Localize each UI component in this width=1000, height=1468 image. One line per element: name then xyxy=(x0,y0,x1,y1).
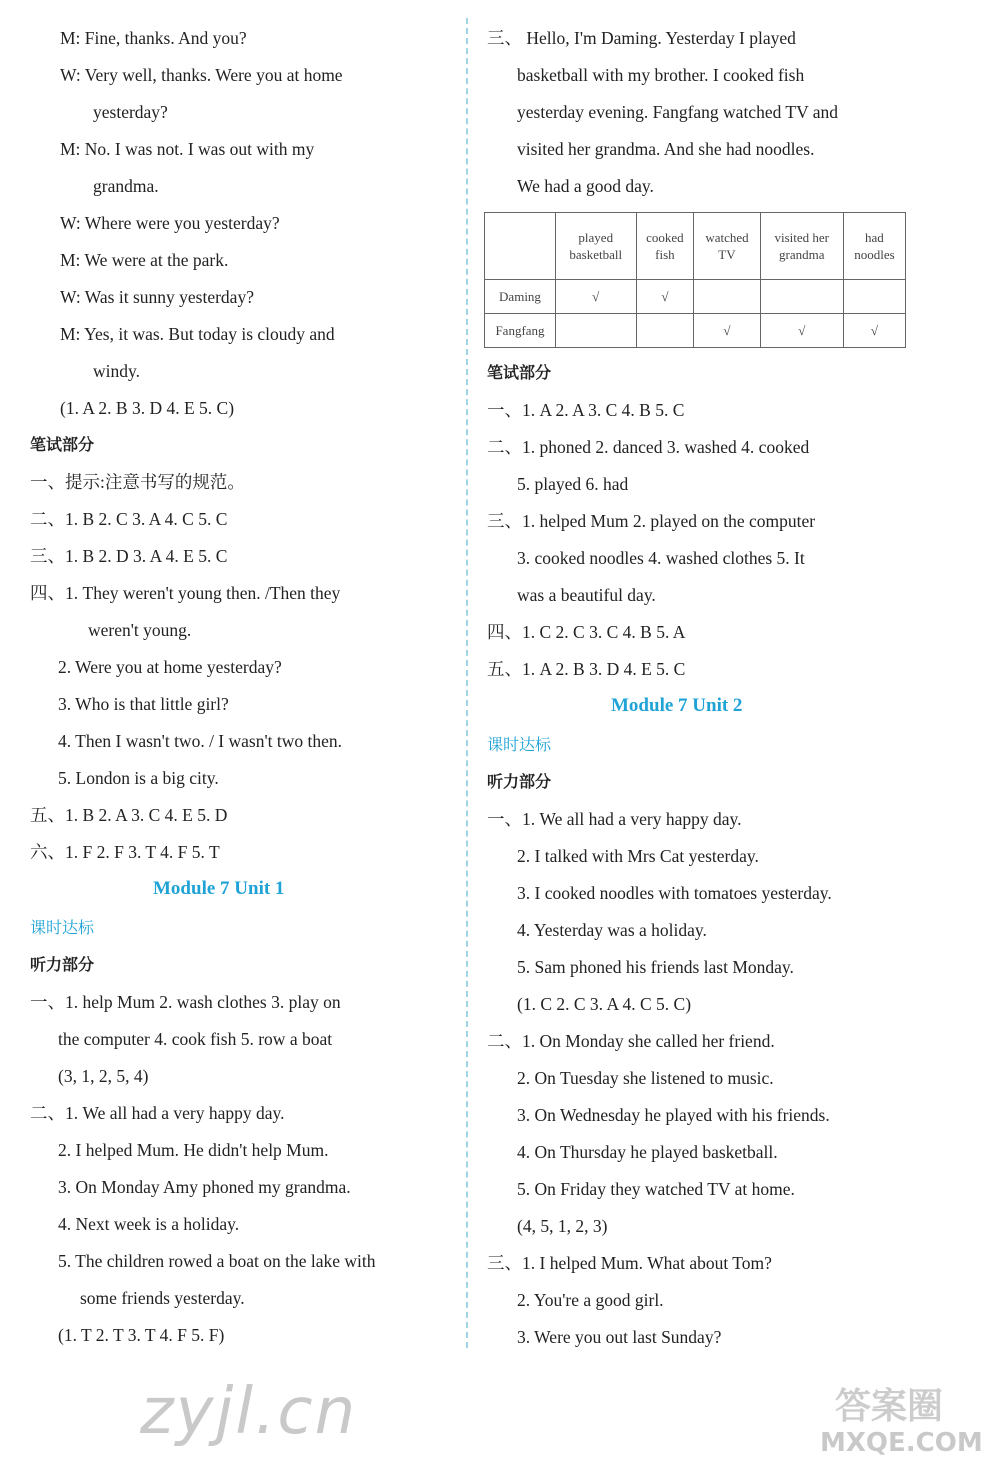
dialogue-line: W: Where were you yesterday? xyxy=(60,213,280,233)
column-divider xyxy=(466,18,468,1348)
table-header: watched TV xyxy=(694,213,760,280)
answer-line: (1. A 2. B 3. D 4. E 5. C) xyxy=(60,398,235,418)
answer-line: 一、1. We all had a very happy day. xyxy=(487,809,742,829)
table-row xyxy=(485,280,906,314)
answer-line: (4, 5, 1, 2, 3) xyxy=(517,1216,608,1236)
activity-table xyxy=(484,212,906,348)
answer-line: 2. I helped Mum. He didn't help Mum. xyxy=(58,1140,329,1160)
table-cell: √ xyxy=(636,280,694,314)
answer-line: 3. Who is that little girl? xyxy=(58,694,229,714)
table-header: played basketball xyxy=(556,213,637,280)
table-header: had noodles xyxy=(843,213,905,280)
passage-line: We had a good day. xyxy=(517,176,654,196)
table-cell: √ xyxy=(694,314,760,348)
answer-line: 一、1. A 2. A 3. C 4. B 5. C xyxy=(487,400,685,420)
answer-line: 三、1. B 2. D 3. A 4. E 5. C xyxy=(30,546,228,566)
section-heading: 听力部分 xyxy=(487,772,552,791)
section-heading: 笔试部分 xyxy=(487,363,552,382)
subsection-label: 课时达标 xyxy=(487,735,552,754)
answer-line: some friends yesterday. xyxy=(80,1288,245,1308)
watermark-logo: 答案圈 xyxy=(835,1386,944,1427)
watermark-domain: MXQE.COM xyxy=(820,1428,983,1458)
answer-line: 三、1. helped Mum 2. played on the computer xyxy=(487,511,816,531)
row-label: Daming xyxy=(485,280,556,314)
module-heading: Module 7 Unit 2 xyxy=(611,695,743,716)
answer-line: 3. cooked noodles 4. washed clothes 5. It xyxy=(517,548,805,568)
passage-line: visited her grandma. And she had noodles. xyxy=(517,139,815,159)
dialogue-line: yesterday? xyxy=(93,102,168,122)
table-cell: √ xyxy=(760,314,843,348)
dialogue-line: M: Fine, thanks. And you? xyxy=(60,28,247,48)
answer-line: was a beautiful day. xyxy=(517,585,656,605)
table-cell xyxy=(636,314,694,348)
dialogue-line: W: Was it sunny yesterday? xyxy=(60,287,254,307)
answer-line: 二、1. B 2. C 3. A 4. C 5. C xyxy=(30,509,228,529)
answer-line: 一、1. help Mum 2. wash clothes 3. play on xyxy=(30,992,341,1012)
module-heading: Module 7 Unit 1 xyxy=(153,878,285,899)
answer-line: 4. Then I wasn't two. / I wasn't two then. xyxy=(58,731,342,751)
table-cell: √ xyxy=(843,314,905,348)
answer-line: (3, 1, 2, 5, 4) xyxy=(58,1066,149,1086)
answer-line: 二、1. On Monday she called her friend. xyxy=(487,1031,775,1051)
table-header: cooked fish xyxy=(636,213,694,280)
dialogue-line: M: No. I was not. I was out with my xyxy=(60,139,315,159)
section-heading: 听力部分 xyxy=(30,955,95,974)
row-label: Fangfang xyxy=(485,314,556,348)
answer-line: 4. On Thursday he played basketball. xyxy=(517,1142,778,1162)
dialogue-line: M: Yes, it was. But today is cloudy and xyxy=(60,324,335,344)
table-cell xyxy=(843,280,905,314)
answer-line: 六、1. F 2. F 3. T 4. F 5. T xyxy=(30,842,220,862)
answer-line: 二、1. We all had a very happy day. xyxy=(30,1103,285,1123)
table-cell: √ xyxy=(556,280,637,314)
table-cell xyxy=(760,280,843,314)
section-heading: 笔试部分 xyxy=(30,435,95,454)
answer-line: 2. I talked with Mrs Cat yesterday. xyxy=(517,846,759,866)
passage-line: basketball with my brother. I cooked fish xyxy=(517,65,805,85)
answer-line: 4. Yesterday was a holiday. xyxy=(517,920,707,940)
table-row xyxy=(485,314,906,348)
passage-line: yesterday evening. Fangfang watched TV and xyxy=(517,102,839,122)
answer-line: (1. C 2. C 3. A 4. C 5. C) xyxy=(517,994,692,1014)
answer-line: 5. played 6. had xyxy=(517,474,629,494)
answer-line: 2. On Tuesday she listened to music. xyxy=(517,1068,774,1088)
answer-line: 5. London is a big city. xyxy=(58,768,219,788)
answer-line: (1. T 2. T 3. T 4. F 5. F) xyxy=(58,1325,225,1345)
table-header: visited her grandma xyxy=(760,213,843,280)
table-cell xyxy=(694,280,760,314)
answer-line: 二、1. phoned 2. danced 3. washed 4. cooked xyxy=(487,437,810,457)
answer-line: 4. Next week is a holiday. xyxy=(58,1214,240,1234)
answer-line: 3. Were you out last Sunday? xyxy=(517,1327,722,1347)
watermark-text: zyjl.cn xyxy=(140,1375,358,1449)
table-cell xyxy=(556,314,637,348)
dialogue-line: windy. xyxy=(93,361,140,381)
answer-line: 5. On Friday they watched TV at home. xyxy=(517,1179,795,1199)
answer-line: the computer 4. cook fish 5. row a boat xyxy=(58,1029,333,1049)
answer-line: 3. On Monday Amy phoned my grandma. xyxy=(58,1177,351,1197)
answer-line: 四、1. C 2. C 3. C 4. B 5. A xyxy=(487,622,686,642)
answer-line: 一、提示:注意书写的规范。 xyxy=(30,472,245,492)
answer-line: 5. The children rowed a boat on the lake with xyxy=(58,1251,376,1271)
answer-line: 5. Sam phoned his friends last Monday. xyxy=(517,957,794,977)
answer-line: 3. On Wednesday he played with his friends. xyxy=(517,1105,830,1125)
answer-line: 五、1. A 2. B 3. D 4. E 5. C xyxy=(487,659,686,679)
dialogue-line: W: Very well, thanks. Were you at home xyxy=(60,65,343,85)
answer-line: 3. I cooked noodles with tomatoes yesterday. xyxy=(517,883,832,903)
answer-line: 五、1. B 2. A 3. C 4. E 5. D xyxy=(30,805,228,825)
answer-line: 2. You're a good girl. xyxy=(517,1290,664,1310)
passage-line: 三、 Hello, I'm Daming. Yesterday I played xyxy=(487,28,796,48)
table-corner-cell xyxy=(485,213,556,280)
answer-line: 三、1. I helped Mum. What about Tom? xyxy=(487,1253,772,1273)
dialogue-line: grandma. xyxy=(93,176,159,196)
dialogue-line: M: We were at the park. xyxy=(60,250,229,270)
subsection-label: 课时达标 xyxy=(30,918,95,937)
answer-line: weren't young. xyxy=(88,620,192,640)
answer-line: 四、1. They weren't young then. /Then they xyxy=(30,583,341,603)
answer-line: 2. Were you at home yesterday? xyxy=(58,657,282,677)
